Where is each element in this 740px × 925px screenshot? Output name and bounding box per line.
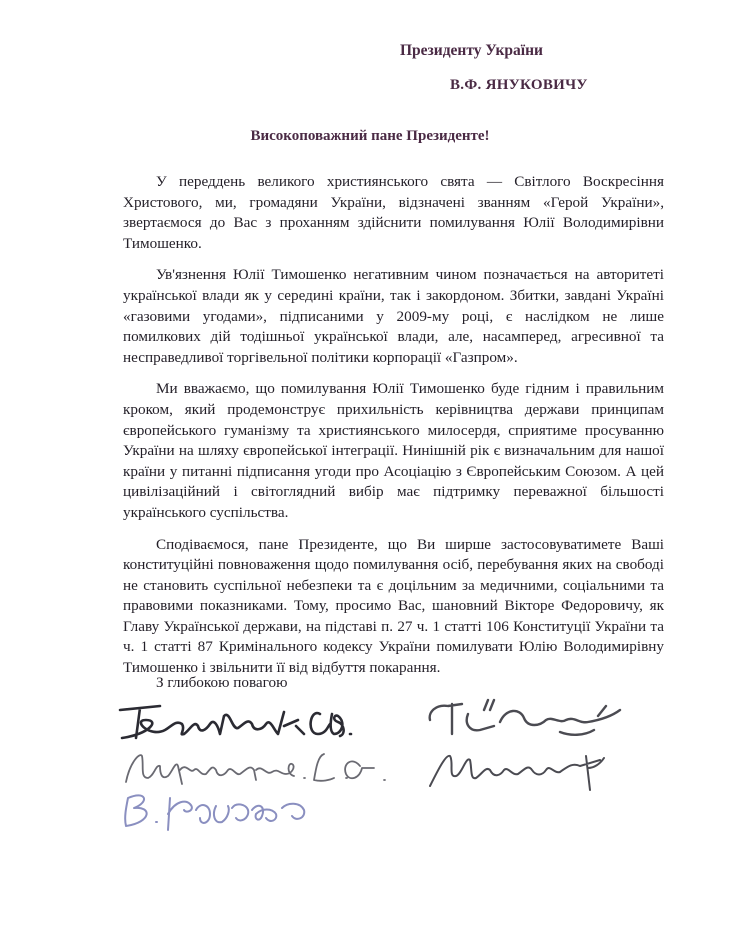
letter-body	[123, 172, 664, 690]
signature-lukyanenko	[126, 754, 385, 784]
addressee-name: В.Ф. ЯНУКОВИЧУ	[450, 77, 588, 93]
signature-mukmit	[430, 756, 604, 790]
signature-bryukhovetsky	[125, 795, 304, 830]
paragraph: Ми вважаємо, що помилування Юлії Тимошенко буде гідним і правильним кроком, який продемонструє прихильність керівництва держави принципам європейського гуманізму та християнського милосердя, сприятиме просуванню України на шляху європейської інтеграції. Нинішній рік є визначальним для нашої країни у питанні підписання угоди про Асоціацію з Європейським Союзом. А цей цивілізаційний і світоглядний вибір має підтримку переважної більшості українського суспільства.	[123, 380, 664, 521]
signature-mukmit-initials	[430, 700, 620, 735]
signature-bondarchuk	[120, 706, 351, 738]
paragraph: Ув'язнення Юлії Тимошенко негативним чином позначається на авторитеті української влади як у середині країни, так і закордоном. Збитки, завдані Україні «газовими угодами», підписаними у 2009-му році, є наслідком не лише помилкових дій тодішньої української влади, але, насамперед, агресивної та несправедливої торгівельної політики корпорації «Газпром».	[123, 266, 664, 366]
addressee-title: Президенту України	[400, 42, 543, 59]
paragraph: У переддень великого християнського свята — Світлого Воскресіння Христового, ми, громадяни України, відзначені званням «Герой України», звертаємося до Вас з проханням здійснити помилування Юлії Володимирівни Тимошенко.	[123, 173, 664, 252]
paragraph: Сподіваємося, пане Президенте, що Ви ширше застосовуватимете Ваші конституційні повноваження щодо помилування осіб, перебування яких на свободі не становить суспільної небезпеки та є доцільним за медичними, соціальними та правовими показниками. Тому, просимо Вас, шановний Вікторе Федоровичу, як Главу Української держави, на підставі п. 27 ч. 1 статті 106 Конституції України та ч. 1 статті 87 Кримінального кодексу України помилувати Юлію Володимирівну Тимошенко і звільнити її від відбуття покарання.	[123, 535, 664, 677]
signatures	[0, 690, 740, 850]
closing-line: З глибокою повагою	[156, 674, 288, 691]
salutation: Високоповажний пане Президенте!	[250, 128, 490, 144]
